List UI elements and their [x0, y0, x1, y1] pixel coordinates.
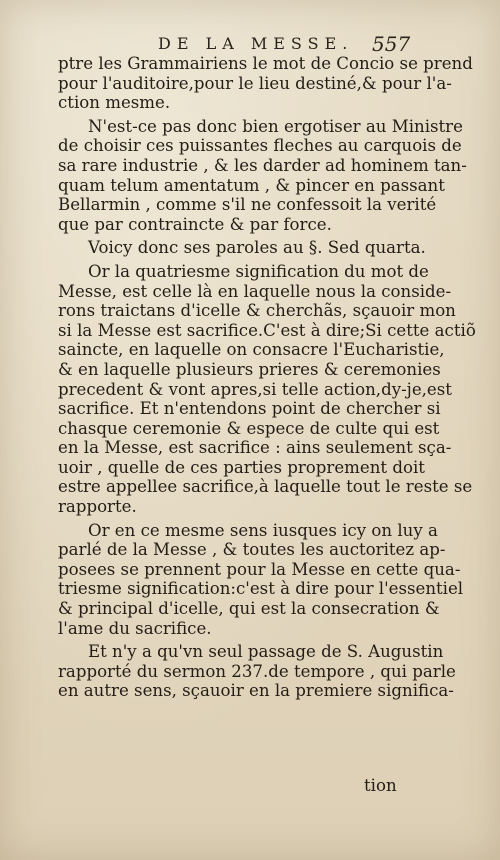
text-line: de choisir ces puissantes fleches au carquois de [58, 136, 462, 156]
text-line: Messe, est celle là en laquelle nous la conside- [58, 281, 452, 301]
text-line: rons traictans d'icelle & cherchãs, sçauoir mon [58, 301, 456, 321]
text-line: Or en ce mesme sens iusques icy on luy a [88, 520, 438, 540]
running-head: DE LA MESSE. [158, 34, 354, 53]
text-line: N'est-ce pas donc bien ergotiser au Ministre [88, 116, 463, 136]
page-number: 557 [372, 32, 411, 56]
text-line: rapporte. [58, 497, 137, 517]
text-line: l'ame du sacrifice. [58, 618, 212, 638]
text-line: estre appellee sacrifice,à laquelle tout le reste se [58, 477, 473, 497]
text-line: Voicy donc ses paroles au §. Sed quarta. [88, 238, 426, 258]
text-line: saincte, en laquelle on consacre l'Eucharistie, [58, 340, 445, 360]
text-line: posees se prennent pour la Messe en cette qua- [58, 559, 461, 579]
text-line: ptre les Grammairiens le mot de Concio se prend [58, 54, 473, 73]
text-line: en autre sens, sçauoir en la premiere significa- [58, 681, 454, 701]
text-line: uoir , quelle de ces parties proprement doit [58, 457, 425, 477]
text-line: Or la quatriesme signification du mot de [88, 261, 429, 281]
text-line: en la Messe, est sacrifice : ains seulement sça- [58, 438, 452, 458]
text-line: que par contraincte & par force. [58, 214, 332, 234]
text-line: triesme signification:c'est à dire pour l'essentiel [58, 579, 464, 599]
text-line: precedent & vont apres,si telle action,dy-je,est [58, 379, 452, 399]
text-line: quam telum amentatum , & pincer en passant [58, 175, 445, 195]
text-line: pour l'auditoire,pour le lieu destiné,& pour l'a- [58, 73, 452, 93]
text-line: sa rare industrie , & les darder ad hominem tan- [58, 155, 467, 175]
text-line: & principal d'icelle, qui est la consecration & [58, 599, 440, 619]
catchword: tion [364, 776, 397, 795]
text-line: si la Messe est sacrifice.C'est à dire;Si cette actiõ [58, 320, 476, 340]
text-line: Et n'y a qu'vn seul passage de S. Augustin [88, 642, 444, 662]
text-line: Bellarmin , comme s'il ne confessoit la verité [58, 195, 437, 215]
text-line: rapporté du sermon 237.de tempore , qui parle [58, 661, 456, 681]
text-line: ction mesme. [58, 93, 171, 113]
text-line: sacrifice. Et n'entendons point de chercher si [58, 399, 441, 419]
text-line: & en laquelle plusieurs prieres & ceremonies [58, 359, 441, 379]
body-text [58, 54, 476, 701]
text-line: chasque ceremonie & espece de culte qui est [58, 418, 440, 438]
text-line: parlé de la Messe , & toutes les auctoritez ap- [58, 540, 446, 560]
